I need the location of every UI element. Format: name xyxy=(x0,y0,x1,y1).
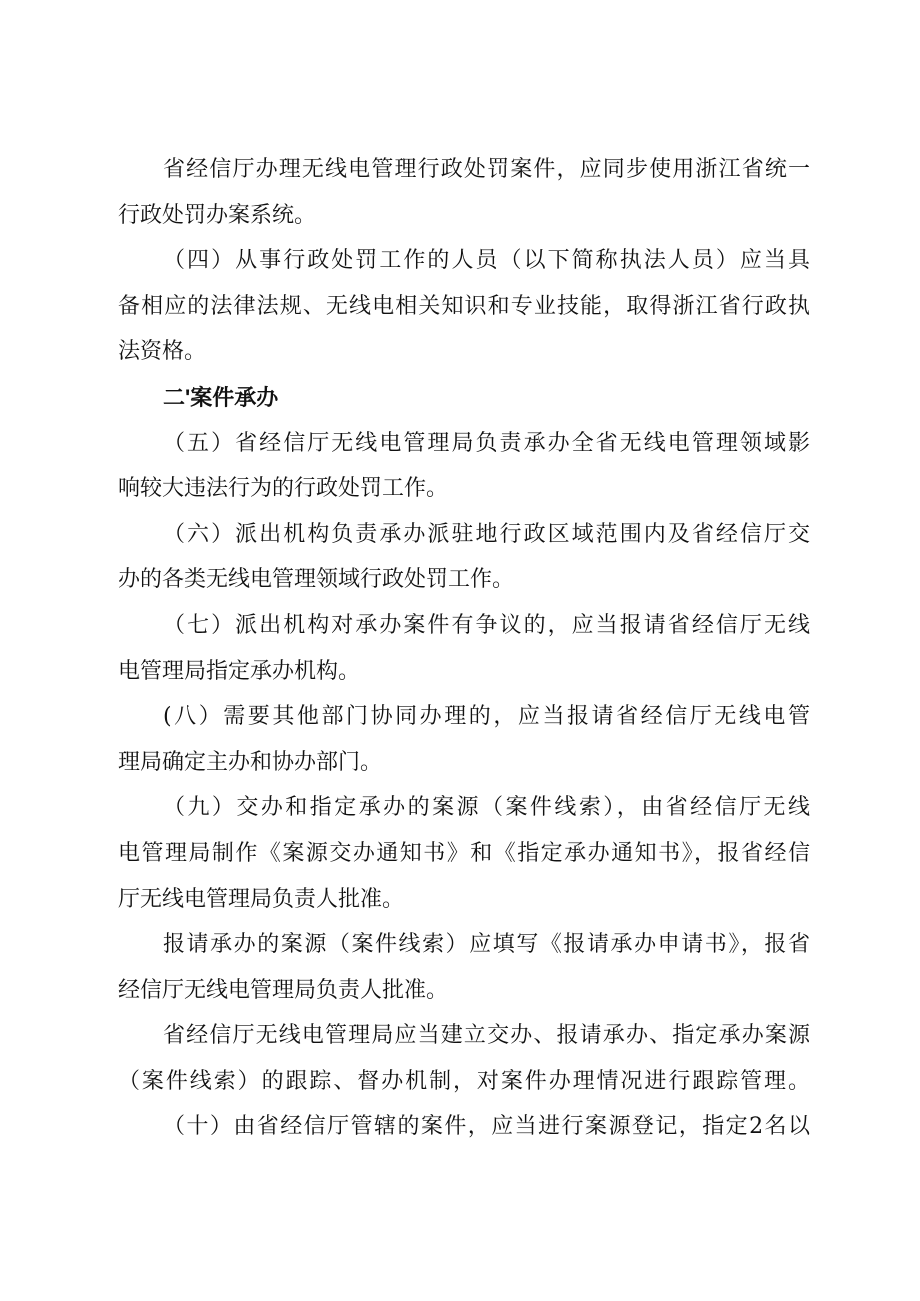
section-heading: 二'案件承办 xyxy=(163,384,279,410)
paragraph-line: （十）由省经信厅管辖的案件，应当进行案源登记，指定2名以 xyxy=(163,1114,810,1140)
paragraph xyxy=(118,1104,810,1150)
paragraph xyxy=(118,238,810,375)
paragraph xyxy=(118,421,810,512)
paragraph-line: （九）交办和指定承办的案源（案件线索），由省经信厅无线 xyxy=(163,795,810,821)
paragraph-line: 理局确定主办和协办部门。 xyxy=(118,749,383,775)
paragraph xyxy=(118,785,810,922)
paragraph-line: 省经信厅办理无线电管理行政处罚案件，应同步使用浙江省统一 xyxy=(163,157,810,182)
paragraph-line: （四）从事行政处罚工作的人员（以下简称执法人员）应当具 xyxy=(163,248,810,274)
paragraph-line: 电管理局指定承办机构。 xyxy=(118,658,361,684)
paragraph-line: 响较大违法行为的行政处罚工作。 xyxy=(118,476,449,502)
paragraph-line: 省经信厅无线电管理局应当建立交办、报请承办、指定承办案源 xyxy=(163,1023,810,1049)
document-body xyxy=(118,147,810,1150)
paragraph xyxy=(118,512,810,603)
paragraph xyxy=(118,694,810,785)
paragraph-line: 电管理局制作《案源交办通知书》和《指定承办通知书》，报省经信 xyxy=(118,840,810,866)
paragraph xyxy=(118,922,810,1013)
paragraph-line: 经信厅无线电管理局负责人批准。 xyxy=(118,977,449,1003)
paragraph-line: 厅无线电管理局负责人批准。 xyxy=(118,886,405,912)
paragraph-line: 法资格。 xyxy=(118,339,207,365)
paragraph xyxy=(118,603,810,694)
paragraph-line: (八）需要其他部门协同办理的，应当报请省经信厅无线电管 xyxy=(163,704,810,730)
paragraph xyxy=(118,1013,810,1104)
paragraph-line: 办的各类无线电管理领域行政处罚工作。 xyxy=(118,567,515,593)
paragraph-line: 备相应的法律法规、无线电相关知识和专业技能，取得浙江省行政执 xyxy=(118,293,810,319)
paragraph-line: （五）省经信厅无线电管理局负责承办全省无线电管理领域影 xyxy=(163,430,810,456)
paragraph-line: 报请承办的案源（案件线索）应填写《报请承办申请书》，报省 xyxy=(163,932,810,958)
paragraph-line: （六）派出机构负责承办派驻地行政区域范围内及省经信厅交 xyxy=(163,521,810,547)
paragraph-line: 行政处罚办案系统。 xyxy=(118,202,317,228)
paragraph xyxy=(118,147,810,238)
paragraph-line: （七）派出机构对承办案件有争议的，应当报请省经信厅无线 xyxy=(163,612,810,638)
paragraph-line: （案件线索）的跟踪、督办机制，对案件办理情况进行跟踪管理。 xyxy=(118,1068,810,1094)
